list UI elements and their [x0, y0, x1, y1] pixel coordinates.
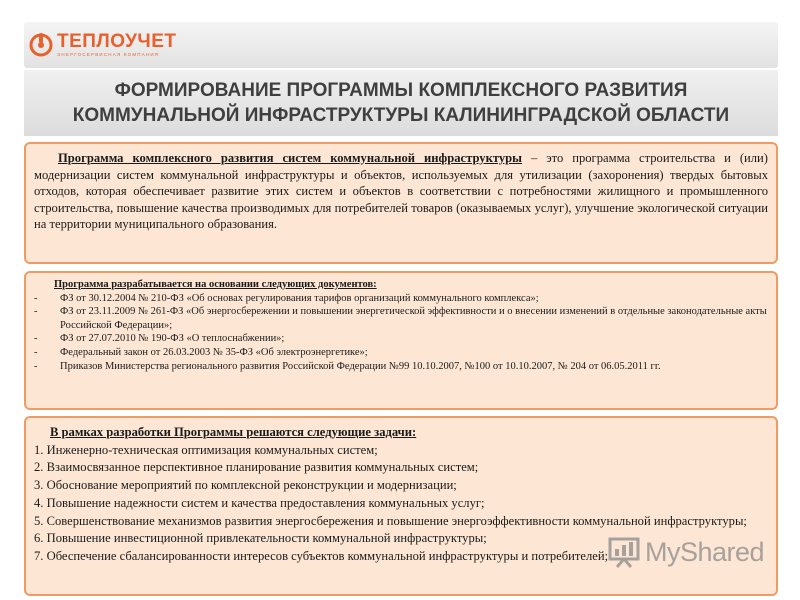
task-item: 5. Совершенствование механизмов развития энергосбережения и повышение энергоэффективности коммунальной инфраструктуры;	[34, 513, 747, 528]
task-item: 2. Взаимосвязанное перспективное планирование развития коммунальных систем;	[34, 460, 479, 475]
title-line-1: ФОРМИРОВАНИЕ ПРОГРАММЫ КОМПЛЕКСНОГО РАЗВИТИЯ	[114, 80, 688, 101]
list-item	[34, 346, 768, 360]
presentation-board-icon	[607, 536, 641, 568]
watermark	[607, 536, 764, 568]
task-item: 1. Инженерно-техническая оптимизация коммунальных систем;	[34, 442, 378, 457]
tasks-heading: В рамках разработки Программы решаются следующие задачи:	[50, 425, 417, 439]
document-item: Федеральный закон от 26.03.2003 № 35-ФЗ «Об электроэнергетике»;	[60, 346, 368, 358]
definition-box	[24, 142, 778, 264]
logo-tagline: ЭНЕРГОСЕРВИСНАЯ КОМПАНИЯ	[57, 52, 160, 57]
document-item: Приказов Министерства регионального развития Российской Федерации №99 10.10.2007, №100 от 10.10.2007, № 204 от 06.05.2011 гг.	[60, 360, 661, 372]
thermometer-ring-icon	[28, 32, 54, 58]
list-dash: -	[34, 360, 38, 372]
documents-heading: Программа разрабатывается на основании следующих документов:	[54, 279, 377, 290]
logo-name: ТЕПЛОУЧЕТ	[57, 31, 177, 52]
document-item: ФЗ от 23.11.2009 № 261-ФЗ «Об энергосбережении и повышении энергетической эффективности и о внесении изменений в отдельные законодательные акты Российской Федерации»;	[60, 306, 767, 331]
watermark-text: MyShared	[645, 536, 765, 567]
list-dash: -	[34, 346, 38, 358]
documents-box	[24, 271, 778, 410]
list-item	[34, 360, 768, 374]
page-title	[24, 70, 778, 136]
definition-paragraph	[34, 150, 768, 233]
task-item: 3. Обоснование мероприятий по комплексной реконструкции и модернизации;	[34, 478, 457, 493]
title-line-2: КОММУНАЛЬНОЙ ИНФРАСТРУКТУРЫ КАЛИНИНГРАДСКОЙ ОБЛАСТИ	[72, 105, 730, 126]
list-dash: -	[34, 306, 38, 318]
list-item	[34, 332, 768, 346]
list-item	[34, 292, 768, 306]
list-dash: -	[34, 333, 38, 345]
list-item	[34, 305, 768, 332]
task-item: 6. Повышение инвестиционной привлекательности коммунальной инфраструктуры;	[34, 531, 487, 546]
list-dash: -	[34, 292, 38, 304]
definition-term: Программа комплексного развития систем коммунальной инфраструктуры	[58, 151, 522, 165]
task-item: 7. Обеспечение сбалансированности интересов субъектов коммунальной инфраструктуры и потребителей;	[34, 548, 609, 563]
definition-text: – это программа строительства и (или) модернизации систем коммунальной инфраструктуры и объектов, используемых для утилизации (захоронения) твердых бытовых отходов, которая обеспечивает развитие этих систем и объектов в соответствии с потребностями жилищного и промышленного строительства, повышение качества производимых для потребителей товаров (оказываемых услуг), улучшение экологической ситуации на территории муниципального образования.	[34, 151, 768, 231]
company-logo	[28, 30, 177, 60]
tasks-box	[24, 416, 778, 596]
task-item: 4. Повышение надежности систем и качества предоставления коммунальных услуг;	[34, 495, 485, 510]
document-item: ФЗ от 27.07.2010 № 190-ФЗ «О теплоснабжении»;	[60, 333, 285, 345]
document-item: ФЗ от 30.12.2004 № 210-ФЗ «Об основах регулирования тарифов организаций коммунального комплекса»;	[60, 292, 539, 304]
